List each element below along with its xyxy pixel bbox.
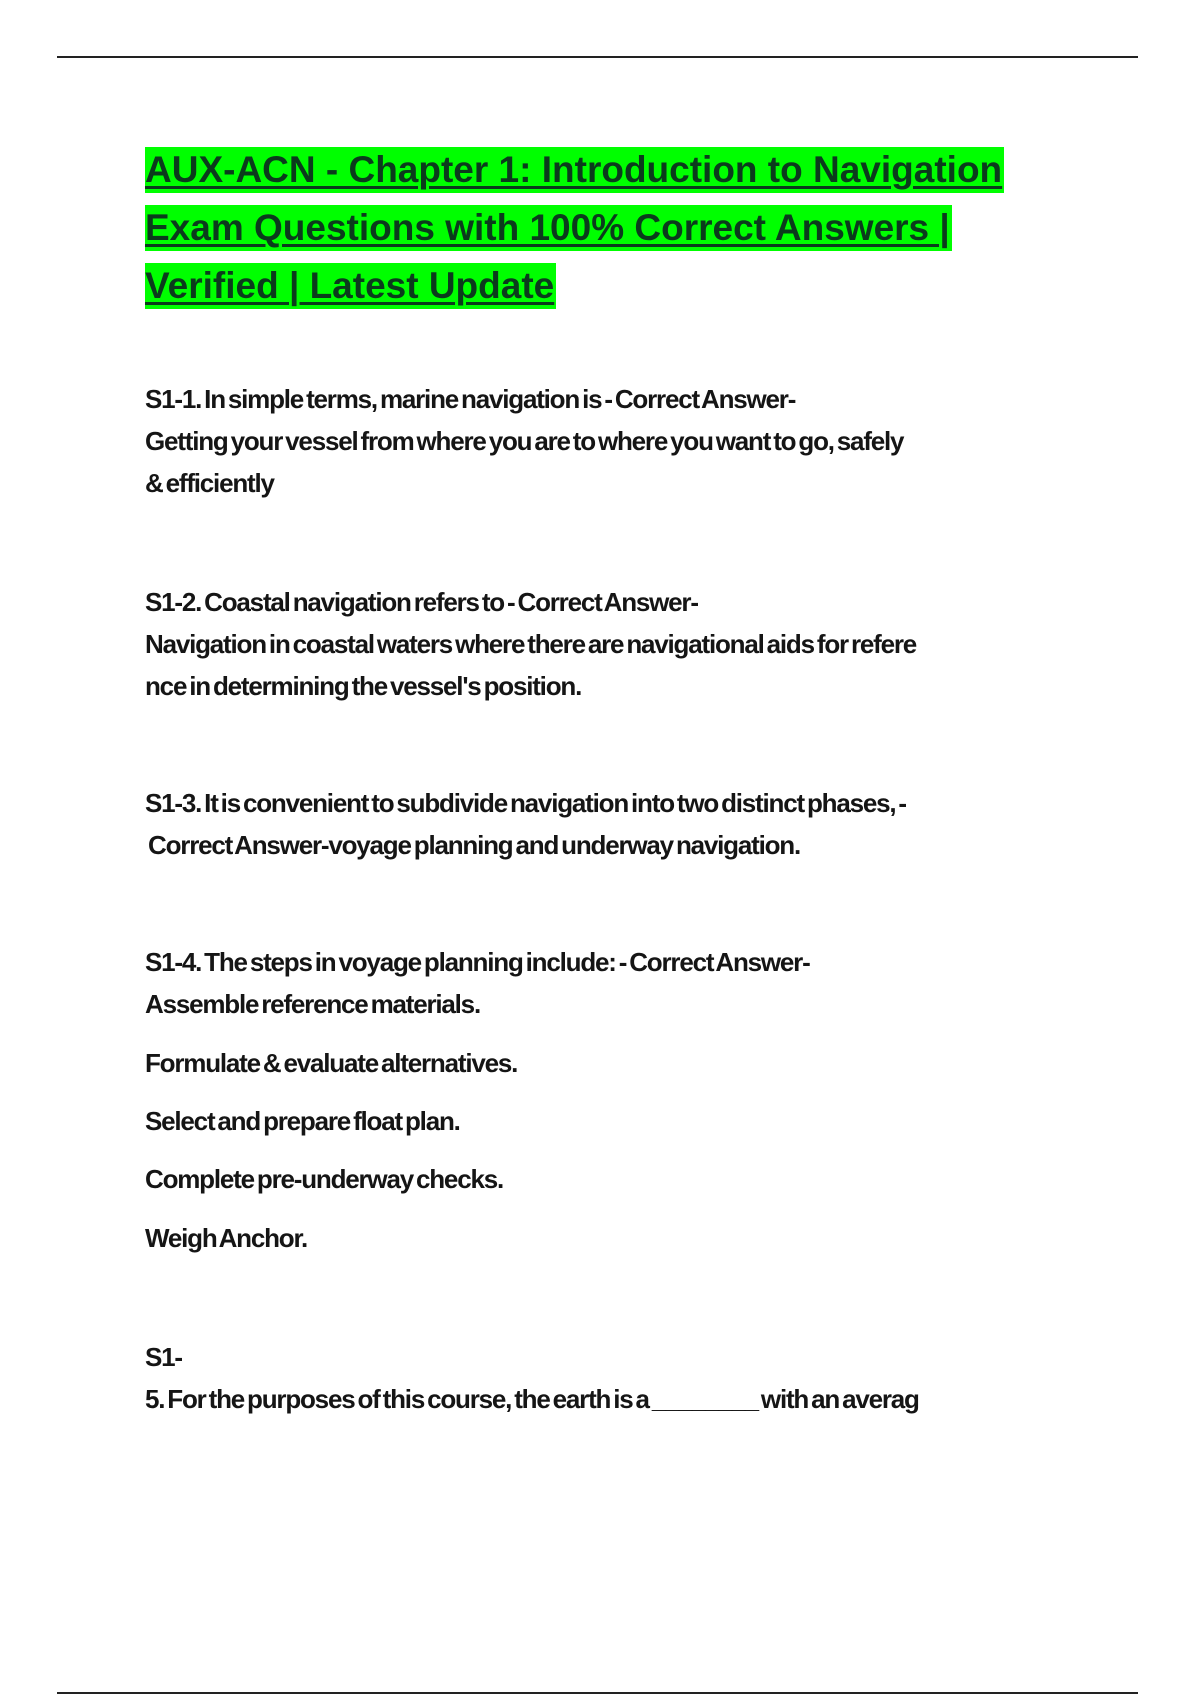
question-s1-3-line: S1-3. It is convenient to subdivide navigation into two distinct phases, - (145, 788, 906, 818)
title-line: AUX-ACN - Chapter 1: Introduction to Navigation (145, 147, 1004, 193)
document-title (145, 143, 1004, 317)
answer-s1-4-step: Select and prepare float plan. (145, 1106, 460, 1136)
question-s1-4-line: S1-4. The steps in voyage planning include: - Correct Answer- (145, 947, 810, 977)
question-s1-2-line: S1-2. Coastal navigation refers to - Correct Answer- (145, 587, 698, 617)
header-rule (57, 56, 1138, 58)
question-s1-5-line: S1- (145, 1342, 182, 1372)
answer-s1-4-step: Assemble reference materials. (145, 989, 480, 1019)
answer-s1-4-step: Weigh Anchor. (145, 1223, 307, 1253)
title-line: Exam Questions with 100% Correct Answers | (145, 205, 952, 251)
answer-s1-4-step: Formulate & evaluate alternatives. (145, 1048, 518, 1078)
answer-s1-4-step: Complete pre-underway checks. (145, 1164, 503, 1194)
answer-s1-1-line: & efficiently (145, 468, 274, 498)
answer-s1-3-line: Correct Answer-voyage planning and underway navigation. (145, 830, 800, 860)
footer-rule (57, 1692, 1138, 1694)
answer-s1-1-line: Getting your vessel from where you are to where you want to go, safely (145, 426, 904, 456)
answer-s1-2-line: Navigation in coastal waters where there are navigational aids for refere (145, 629, 917, 659)
question-s1-1-line: S1-1. In simple terms, marine navigation is - Correct Answer- (145, 384, 796, 414)
question-s1-5-line: 5. For the purposes of this course, the earth is a ________ with an averag (145, 1384, 919, 1414)
title-line: Verified | Latest Update (145, 263, 556, 309)
answer-s1-2-line: nce in determining the vessel's position. (145, 671, 582, 701)
